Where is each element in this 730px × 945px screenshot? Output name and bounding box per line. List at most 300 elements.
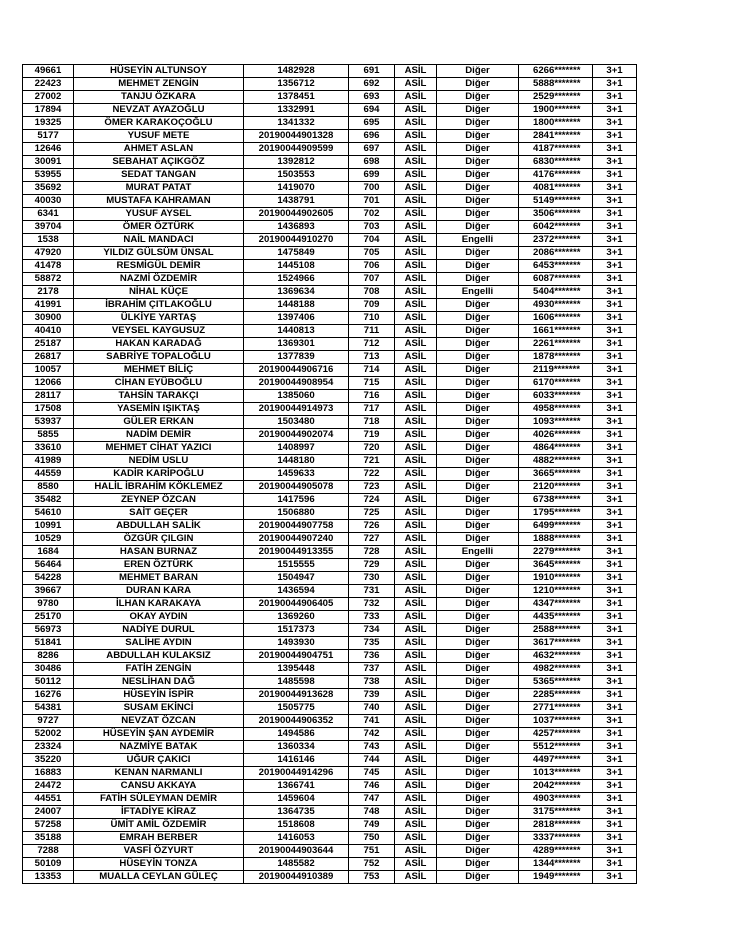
application-number-cell: 1445108: [244, 260, 349, 273]
category-cell: Diğer: [437, 637, 519, 650]
category-cell: Diğer: [437, 728, 519, 741]
masked-phone-cell: 4982*******: [519, 663, 593, 676]
name-cell: HÜSEYİN İSPİR: [74, 689, 244, 702]
status-cell: ASİL: [395, 780, 437, 793]
housing-type-cell: 3+1: [593, 468, 637, 481]
application-number-cell: 1369301: [244, 338, 349, 351]
application-number-cell: 1518608: [244, 819, 349, 832]
masked-phone-cell: 2529*******: [519, 91, 593, 104]
category-cell: Diğer: [437, 273, 519, 286]
category-cell: Diğer: [437, 78, 519, 91]
status-cell: ASİL: [395, 234, 437, 247]
order-number-cell: 735: [349, 637, 395, 650]
name-cell: NADİYE DURUL: [74, 624, 244, 637]
housing-type-cell: 3+1: [593, 754, 637, 767]
housing-type-cell: 3+1: [593, 858, 637, 871]
application-number-cell: 1356712: [244, 78, 349, 91]
order-number-cell: 745: [349, 767, 395, 780]
row-number-cell: 51841: [23, 637, 74, 650]
category-cell: Diğer: [437, 520, 519, 533]
order-number-cell: 736: [349, 650, 395, 663]
row-number-cell: 50112: [23, 676, 74, 689]
row-number-cell: 28117: [23, 390, 74, 403]
category-cell: Diğer: [437, 195, 519, 208]
masked-phone-cell: 4289*******: [519, 845, 593, 858]
table-row: [23, 767, 637, 780]
status-cell: ASİL: [395, 247, 437, 260]
table-row: [23, 663, 637, 676]
order-number-cell: 731: [349, 585, 395, 598]
name-cell: NEVZAT AYAZOĞLU: [74, 104, 244, 117]
order-number-cell: 727: [349, 533, 395, 546]
housing-type-cell: 3+1: [593, 91, 637, 104]
category-cell: Diğer: [437, 403, 519, 416]
category-cell: Diğer: [437, 91, 519, 104]
row-number-cell: 10057: [23, 364, 74, 377]
status-cell: ASİL: [395, 377, 437, 390]
category-cell: Diğer: [437, 533, 519, 546]
name-cell: SALİHE AYDIN: [74, 637, 244, 650]
name-cell: HÜSEYİN TONZA: [74, 858, 244, 871]
housing-type-cell: 3+1: [593, 585, 637, 598]
table-row: [23, 442, 637, 455]
masked-phone-cell: 6453*******: [519, 260, 593, 273]
housing-type-cell: 3+1: [593, 624, 637, 637]
application-number-cell: 1395448: [244, 663, 349, 676]
order-number-cell: 702: [349, 208, 395, 221]
table-row: [23, 520, 637, 533]
table-row: [23, 325, 637, 338]
status-cell: ASİL: [395, 273, 437, 286]
masked-phone-cell: 6033*******: [519, 390, 593, 403]
row-number-cell: 56973: [23, 624, 74, 637]
name-cell: MEHMET BARAN: [74, 572, 244, 585]
application-number-cell: 20190044910389: [244, 871, 349, 884]
status-cell: ASİL: [395, 507, 437, 520]
order-number-cell: 713: [349, 351, 395, 364]
status-cell: ASİL: [395, 403, 437, 416]
table-row: [23, 585, 637, 598]
table-row: [23, 858, 637, 871]
category-cell: Diğer: [437, 611, 519, 624]
category-cell: Diğer: [437, 858, 519, 871]
masked-phone-cell: 2042*******: [519, 780, 593, 793]
table-row: [23, 728, 637, 741]
masked-phone-cell: 4435*******: [519, 611, 593, 624]
table-row: [23, 299, 637, 312]
application-number-cell: 1416146: [244, 754, 349, 767]
category-cell: Diğer: [437, 169, 519, 182]
table-row: [23, 598, 637, 611]
masked-phone-cell: 4930*******: [519, 299, 593, 312]
category-cell: Diğer: [437, 247, 519, 260]
category-cell: Diğer: [437, 598, 519, 611]
housing-type-cell: 3+1: [593, 871, 637, 884]
masked-phone-cell: 2086*******: [519, 247, 593, 260]
row-number-cell: 35188: [23, 832, 74, 845]
masked-phone-cell: 4497*******: [519, 754, 593, 767]
status-cell: ASİL: [395, 819, 437, 832]
table-row: [23, 676, 637, 689]
application-number-cell: 20190044907758: [244, 520, 349, 533]
row-number-cell: 57258: [23, 819, 74, 832]
row-number-cell: 35692: [23, 182, 74, 195]
status-cell: ASİL: [395, 585, 437, 598]
application-number-cell: 20190044902074: [244, 429, 349, 442]
row-number-cell: 9780: [23, 598, 74, 611]
housing-type-cell: 3+1: [593, 117, 637, 130]
application-number-cell: 1332991: [244, 104, 349, 117]
row-number-cell: 12066: [23, 377, 74, 390]
application-number-cell: 20190044914296: [244, 767, 349, 780]
masked-phone-cell: 4903*******: [519, 793, 593, 806]
housing-type-cell: 3+1: [593, 182, 637, 195]
category-cell: Diğer: [437, 117, 519, 130]
table-row: [23, 403, 637, 416]
name-cell: AHMET ASLAN: [74, 143, 244, 156]
order-number-cell: 730: [349, 572, 395, 585]
row-number-cell: 41478: [23, 260, 74, 273]
name-cell: MUALLA CEYLAN GÜLEÇ: [74, 871, 244, 884]
masked-phone-cell: 1878*******: [519, 351, 593, 364]
housing-type-cell: 3+1: [593, 416, 637, 429]
row-number-cell: 30900: [23, 312, 74, 325]
application-number-cell: 20190044913628: [244, 689, 349, 702]
masked-phone-cell: 1606*******: [519, 312, 593, 325]
application-number-cell: 1438791: [244, 195, 349, 208]
name-cell: KADİR KARİPOĞLU: [74, 468, 244, 481]
table-row: [23, 871, 637, 884]
category-cell: Diğer: [437, 338, 519, 351]
row-number-cell: 2178: [23, 286, 74, 299]
category-cell: Diğer: [437, 260, 519, 273]
masked-phone-cell: 2279*******: [519, 546, 593, 559]
masked-phone-cell: 4187*******: [519, 143, 593, 156]
masked-phone-cell: 2119*******: [519, 364, 593, 377]
masked-phone-cell: 1800*******: [519, 117, 593, 130]
category-cell: Diğer: [437, 572, 519, 585]
category-cell: Diğer: [437, 143, 519, 156]
housing-type-cell: 3+1: [593, 325, 637, 338]
table-row: [23, 494, 637, 507]
order-number-cell: 700: [349, 182, 395, 195]
housing-type-cell: 3+1: [593, 819, 637, 832]
masked-phone-cell: 5888*******: [519, 78, 593, 91]
row-number-cell: 33610: [23, 442, 74, 455]
order-number-cell: 704: [349, 234, 395, 247]
status-cell: ASİL: [395, 663, 437, 676]
table-row: [23, 715, 637, 728]
order-number-cell: 750: [349, 832, 395, 845]
row-number-cell: 8580: [23, 481, 74, 494]
masked-phone-cell: 2372*******: [519, 234, 593, 247]
status-cell: ASİL: [395, 559, 437, 572]
row-number-cell: 24472: [23, 780, 74, 793]
application-number-cell: 1385060: [244, 390, 349, 403]
table-row: [23, 650, 637, 663]
category-cell: Diğer: [437, 780, 519, 793]
application-number-cell: 1506880: [244, 507, 349, 520]
status-cell: ASİL: [395, 520, 437, 533]
masked-phone-cell: 3617*******: [519, 637, 593, 650]
name-cell: SAİT GEÇER: [74, 507, 244, 520]
name-cell: HAKAN KARADAĞ: [74, 338, 244, 351]
application-number-cell: 1459604: [244, 793, 349, 806]
name-cell: MEHMET CİHAT YAZICI: [74, 442, 244, 455]
row-number-cell: 50109: [23, 858, 74, 871]
row-number-cell: 10991: [23, 520, 74, 533]
category-cell: Diğer: [437, 845, 519, 858]
masked-phone-cell: 2588*******: [519, 624, 593, 637]
application-number-cell: 20190044909599: [244, 143, 349, 156]
table-row: [23, 91, 637, 104]
name-cell: ABDULLAH KULAKSIZ: [74, 650, 244, 663]
name-cell: HASAN BURNAZ: [74, 546, 244, 559]
masked-phone-cell: 3506*******: [519, 208, 593, 221]
housing-type-cell: 3+1: [593, 286, 637, 299]
name-cell: RESMİGÜL DEMİR: [74, 260, 244, 273]
status-cell: ASİL: [395, 598, 437, 611]
table-row: [23, 247, 637, 260]
name-cell: MURAT PATAT: [74, 182, 244, 195]
name-cell: NAİL MANDACI: [74, 234, 244, 247]
name-cell: SEDAT TANGAN: [74, 169, 244, 182]
masked-phone-cell: 2285*******: [519, 689, 593, 702]
table-row: [23, 351, 637, 364]
housing-type-cell: 3+1: [593, 845, 637, 858]
name-cell: YILDIZ GÜLSÜM ÜNSAL: [74, 247, 244, 260]
status-cell: ASİL: [395, 702, 437, 715]
status-cell: ASİL: [395, 754, 437, 767]
status-cell: ASİL: [395, 351, 437, 364]
masked-phone-cell: 2261*******: [519, 338, 593, 351]
status-cell: ASİL: [395, 624, 437, 637]
name-cell: ÖMER ÖZTÜRK: [74, 221, 244, 234]
order-number-cell: 724: [349, 494, 395, 507]
application-number-cell: 20190044906405: [244, 598, 349, 611]
application-number-cell: 1416053: [244, 832, 349, 845]
order-number-cell: 721: [349, 455, 395, 468]
status-cell: ASİL: [395, 572, 437, 585]
application-number-cell: 1459633: [244, 468, 349, 481]
category-cell: Diğer: [437, 312, 519, 325]
masked-phone-cell: 6170*******: [519, 377, 593, 390]
row-number-cell: 1538: [23, 234, 74, 247]
status-cell: ASİL: [395, 182, 437, 195]
housing-type-cell: 3+1: [593, 780, 637, 793]
masked-phone-cell: 5512*******: [519, 741, 593, 754]
table-row: [23, 741, 637, 754]
order-number-cell: 698: [349, 156, 395, 169]
row-number-cell: 39667: [23, 585, 74, 598]
name-cell: ZEYNEP ÖZCAN: [74, 494, 244, 507]
status-cell: ASİL: [395, 546, 437, 559]
row-number-cell: 25170: [23, 611, 74, 624]
status-cell: ASİL: [395, 637, 437, 650]
housing-type-cell: 3+1: [593, 611, 637, 624]
application-number-cell: 1503480: [244, 416, 349, 429]
row-number-cell: 1684: [23, 546, 74, 559]
category-cell: Diğer: [437, 819, 519, 832]
status-cell: ASİL: [395, 299, 437, 312]
housing-type-cell: 3+1: [593, 377, 637, 390]
category-cell: Engelli: [437, 286, 519, 299]
table-row: [23, 780, 637, 793]
masked-phone-cell: 3175*******: [519, 806, 593, 819]
row-number-cell: 35220: [23, 754, 74, 767]
order-number-cell: 741: [349, 715, 395, 728]
order-number-cell: 748: [349, 806, 395, 819]
category-cell: Diğer: [437, 455, 519, 468]
housing-type-cell: 3+1: [593, 130, 637, 143]
category-cell: Diğer: [437, 676, 519, 689]
row-number-cell: 23324: [23, 741, 74, 754]
category-cell: Diğer: [437, 832, 519, 845]
housing-type-cell: 3+1: [593, 793, 637, 806]
status-cell: ASİL: [395, 650, 437, 663]
category-cell: Diğer: [437, 208, 519, 221]
application-number-cell: 1417596: [244, 494, 349, 507]
housing-type-cell: 3+1: [593, 702, 637, 715]
name-cell: ÜMİT AMİL ÖZDEMİR: [74, 819, 244, 832]
name-cell: SEBAHAT AÇIKGÖZ: [74, 156, 244, 169]
status-cell: ASİL: [395, 91, 437, 104]
application-number-cell: 1436594: [244, 585, 349, 598]
housing-type-cell: 3+1: [593, 572, 637, 585]
application-number-cell: 20190044905078: [244, 481, 349, 494]
order-number-cell: 742: [349, 728, 395, 741]
row-number-cell: 41991: [23, 299, 74, 312]
name-cell: NEVZAT ÖZCAN: [74, 715, 244, 728]
table-row: [23, 533, 637, 546]
application-number-cell: 1369260: [244, 611, 349, 624]
category-cell: Diğer: [437, 156, 519, 169]
category-cell: Diğer: [437, 416, 519, 429]
row-number-cell: 25187: [23, 338, 74, 351]
masked-phone-cell: 4864*******: [519, 442, 593, 455]
status-cell: ASİL: [395, 689, 437, 702]
status-cell: ASİL: [395, 494, 437, 507]
row-number-cell: 16883: [23, 767, 74, 780]
masked-phone-cell: 6266*******: [519, 65, 593, 78]
category-cell: Diğer: [437, 585, 519, 598]
housing-type-cell: 3+1: [593, 767, 637, 780]
application-number-cell: 1517373: [244, 624, 349, 637]
name-cell: OKAY AYDIN: [74, 611, 244, 624]
row-number-cell: 19325: [23, 117, 74, 130]
application-number-cell: 1377839: [244, 351, 349, 364]
housing-type-cell: 3+1: [593, 260, 637, 273]
application-number-cell: 1392812: [244, 156, 349, 169]
housing-type-cell: 3+1: [593, 299, 637, 312]
status-cell: ASİL: [395, 169, 437, 182]
row-number-cell: 8286: [23, 650, 74, 663]
category-cell: Diğer: [437, 650, 519, 663]
row-number-cell: 30486: [23, 663, 74, 676]
order-number-cell: 694: [349, 104, 395, 117]
order-number-cell: 732: [349, 598, 395, 611]
table-row: [23, 195, 637, 208]
status-cell: ASİL: [395, 78, 437, 91]
row-number-cell: 22423: [23, 78, 74, 91]
housing-type-cell: 3+1: [593, 650, 637, 663]
status-cell: ASİL: [395, 364, 437, 377]
order-number-cell: 707: [349, 273, 395, 286]
status-cell: ASİL: [395, 286, 437, 299]
table-row: [23, 364, 637, 377]
application-number-cell: 20190044906352: [244, 715, 349, 728]
category-cell: Diğer: [437, 767, 519, 780]
housing-type-cell: 3+1: [593, 637, 637, 650]
status-cell: ASİL: [395, 390, 437, 403]
masked-phone-cell: 4632*******: [519, 650, 593, 663]
name-cell: YASEMİN IŞIKTAŞ: [74, 403, 244, 416]
order-number-cell: 717: [349, 403, 395, 416]
status-cell: ASİL: [395, 481, 437, 494]
status-cell: ASİL: [395, 260, 437, 273]
order-number-cell: 710: [349, 312, 395, 325]
row-number-cell: 27002: [23, 91, 74, 104]
category-cell: Diğer: [437, 624, 519, 637]
status-cell: ASİL: [395, 767, 437, 780]
name-cell: NADİM DEMİR: [74, 429, 244, 442]
order-number-cell: 733: [349, 611, 395, 624]
category-cell: Diğer: [437, 559, 519, 572]
category-cell: Diğer: [437, 871, 519, 884]
order-number-cell: 726: [349, 520, 395, 533]
name-cell: ÜLKİYE YARTAŞ: [74, 312, 244, 325]
housing-type-cell: 3+1: [593, 429, 637, 442]
housing-type-cell: 3+1: [593, 598, 637, 611]
table-row: [23, 273, 637, 286]
application-number-cell: 20190044903644: [244, 845, 349, 858]
category-cell: Diğer: [437, 377, 519, 390]
name-cell: HÜSEYİN ALTUNSOY: [74, 65, 244, 78]
status-cell: ASİL: [395, 455, 437, 468]
category-cell: Diğer: [437, 390, 519, 403]
table-body: [23, 65, 637, 884]
name-cell: CANSU AKKAYA: [74, 780, 244, 793]
application-number-cell: 20190044914973: [244, 403, 349, 416]
masked-phone-cell: 6738*******: [519, 494, 593, 507]
row-number-cell: 24007: [23, 806, 74, 819]
table-row: [23, 806, 637, 819]
order-number-cell: 693: [349, 91, 395, 104]
order-number-cell: 743: [349, 741, 395, 754]
name-cell: FATİH SÜLEYMAN DEMİR: [74, 793, 244, 806]
name-cell: DURAN KARA: [74, 585, 244, 598]
order-number-cell: 744: [349, 754, 395, 767]
name-cell: EREN ÖZTÜRK: [74, 559, 244, 572]
status-cell: ASİL: [395, 156, 437, 169]
application-number-cell: 1485582: [244, 858, 349, 871]
row-number-cell: 5855: [23, 429, 74, 442]
masked-phone-cell: 5149*******: [519, 195, 593, 208]
application-number-cell: 20190044907240: [244, 533, 349, 546]
category-cell: Diğer: [437, 130, 519, 143]
table-row: [23, 208, 637, 221]
table-row: [23, 481, 637, 494]
order-number-cell: 715: [349, 377, 395, 390]
order-number-cell: 734: [349, 624, 395, 637]
table-row: [23, 117, 637, 130]
order-number-cell: 729: [349, 559, 395, 572]
housing-type-cell: 3+1: [593, 65, 637, 78]
housing-type-cell: 3+1: [593, 247, 637, 260]
application-number-cell: 1485598: [244, 676, 349, 689]
name-cell: HALİL İBRAHİM KÖKLEMEZ: [74, 481, 244, 494]
row-number-cell: 41989: [23, 455, 74, 468]
